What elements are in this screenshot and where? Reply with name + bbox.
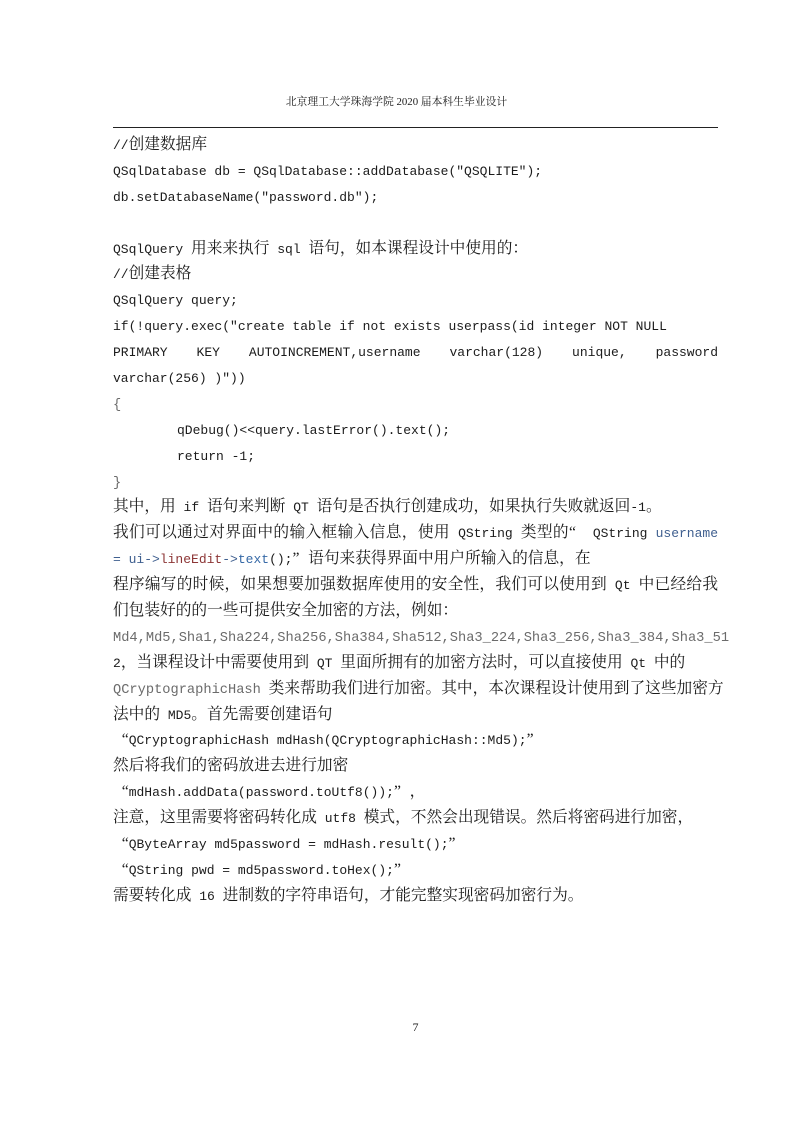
open-quote: “ [121, 731, 129, 749]
comment-line [113, 132, 718, 158]
cjk-run: 用来来执行 [191, 239, 270, 257]
code-brace-open [113, 391, 718, 417]
text-line [113, 236, 718, 262]
text-line [113, 598, 718, 624]
quoted-code-line [113, 857, 718, 883]
latin-run: } [113, 475, 122, 491]
latin-run: utf8 [316, 811, 364, 827]
cjk-run: ， [409, 783, 426, 801]
latin-run: Qt [606, 578, 639, 594]
text-line [113, 676, 724, 702]
latin-run: -1 [630, 500, 646, 516]
latin-run: sql [269, 241, 309, 257]
cjk-run: 进制数的字符串语句，才能完整实现密码加密行为。 [222, 886, 584, 904]
quoted-code-line [113, 727, 718, 753]
cjk-run: 语句来判断 [206, 498, 286, 516]
text-line [113, 883, 718, 909]
latin-run: QString [584, 526, 648, 542]
latin-run: (); [269, 552, 293, 568]
cjk-run: 创建数据库 [128, 136, 208, 153]
running-header: 北京理工大学珠海学院 2020 届本科生毕业设计 [285, 96, 508, 108]
cjk-run: 中的 [653, 653, 686, 671]
cjk-run: 语句是否执行创建成功，如果执行失败就返回 [316, 498, 631, 516]
latin-run: MD5 [160, 707, 192, 723]
close-quote: ” [393, 860, 401, 878]
latin-run: Md4,Md5,Sha1,Sha224,Sha256,Sha384,Sha512,Sha3_224,Sha3_256,Sha3_384,Sha3_51 [113, 630, 730, 646]
text-line [113, 805, 718, 831]
cjk-run: 。首先需要创建语句 [191, 705, 333, 723]
cjk-run: 类来帮助我们进行加密。其中，本次课程设计使用到了这些加密方 [268, 679, 724, 697]
latin-run: varchar(256) )")) [113, 371, 246, 387]
latin-run: text [237, 552, 270, 568]
page-body [113, 132, 730, 909]
latin-run: QSqlQuery query; [113, 293, 238, 309]
latin-run: -> [222, 552, 238, 568]
code-line [113, 184, 718, 210]
open-quote: “ [121, 860, 129, 878]
cjk-run: 程序编写的时候，如果想要加强数据库使用的安全性，我们可以使用到 [113, 576, 607, 594]
code-brace-close [113, 469, 718, 495]
latin-run: QByteArray md5password = mdHash.result(); [128, 837, 449, 853]
text-segment [292, 550, 590, 567]
header-rule [113, 127, 718, 128]
code-line [113, 313, 718, 339]
cjk-run: 中已经给我 [638, 576, 719, 594]
cjk-run: 。 [645, 498, 662, 516]
text-segment [113, 524, 647, 541]
latin-run: username [647, 526, 719, 542]
text-line [113, 546, 718, 572]
close-quote: ” [526, 731, 534, 749]
latin-run: QT [309, 655, 341, 671]
cjk-run: 们包装好的的一些可提供安全加密的方法，例如： [113, 602, 459, 620]
latin-run: // [113, 267, 129, 283]
latin-run: if [175, 500, 207, 516]
class-name [113, 680, 261, 697]
text-line [113, 494, 718, 520]
algorithm-list-line [113, 624, 730, 650]
cjk-run: 创建表格 [128, 265, 192, 283]
close-quote: ” [292, 550, 300, 568]
text-line [113, 702, 718, 728]
code-identifier [647, 524, 718, 541]
code-line [113, 339, 718, 365]
code-member [160, 550, 222, 567]
cjk-run: 然后将我们的密码放进去进行加密 [113, 757, 349, 775]
cjk-run: 语句来获得界面中用户所输入的信息，在 [308, 550, 591, 568]
cjk-run: 语句，如本课程设计中使用的： [308, 239, 529, 257]
code-line [113, 158, 718, 184]
latin-run: mdHash.addData(password.toUtf8()); [128, 785, 394, 801]
code-line [113, 287, 718, 313]
latin-run: // [113, 138, 129, 153]
latin-run: QString pwd = md5password.toHex(); [128, 862, 394, 878]
latin-run: qDebug()<<query.lastError().text(); [177, 422, 451, 438]
cjk-run: 需要转化成 [113, 886, 192, 904]
latin-run [261, 682, 269, 697]
latin-run: if(!query.exec("create table if not exists userpass(id integer NOT NULL [113, 319, 667, 335]
blank-line [113, 210, 718, 236]
cjk-run: 我们可以通过对界面中的输入框输入信息，使用 [113, 524, 450, 542]
text-line [113, 753, 718, 779]
text-segment [261, 680, 724, 697]
page-number: 7 [412, 1020, 419, 1034]
cjk-run: 注意，这里需要将密码转化成 [113, 809, 317, 827]
quoted-code-line [113, 779, 718, 805]
code-line [113, 365, 718, 391]
latin-run: Qt [622, 655, 654, 671]
open-quote: “ [121, 783, 129, 801]
text-line [113, 650, 718, 676]
latin-run: QString [449, 526, 521, 542]
open-quote: “ [568, 524, 576, 542]
code-line [113, 417, 718, 443]
latin-run: PRIMARY KEY AUTOINCREMENT,username varchar(128) unique, password [113, 345, 718, 361]
latin-run: db.setDatabaseName("password.db"); [113, 189, 379, 205]
latin-run: { [113, 397, 122, 413]
cjk-run: 其中，用 [113, 498, 176, 516]
latin-run: QCryptographicHash [113, 682, 261, 698]
code-operator [113, 550, 160, 567]
quoted-code-line [113, 831, 718, 857]
latin-run: lineEdit [159, 552, 223, 568]
latin-run: QCryptographicHash mdHash(QCryptographicHash::Md5); [128, 733, 527, 749]
code-operator [222, 550, 238, 567]
text-line [113, 520, 718, 546]
open-quote: “ [121, 835, 129, 853]
code-line [113, 443, 718, 469]
cjk-run: 类型的 [520, 524, 569, 542]
text-line [113, 572, 718, 598]
comment-line [113, 261, 718, 287]
latin-run: QSqlDatabase db = QSqlDatabase::addDatabase("QSQLITE"); [113, 163, 543, 179]
cjk-run: 模式，不然会出现错误。然后将密码进行加密， [363, 809, 694, 827]
cjk-run: 法中的 [113, 705, 161, 723]
latin-run: = ui-> [113, 552, 160, 568]
latin-run: QT [285, 500, 317, 516]
latin-run: return -1; [177, 448, 256, 464]
close-quote: ” [448, 835, 456, 853]
latin-run: 2 [113, 655, 121, 671]
code-call [269, 550, 292, 567]
cjk-run: ，当课程设计中需要使用到 [120, 653, 310, 671]
close-quote: ” [393, 783, 401, 801]
cjk-run: 里面所拥有的加密方法时，可以直接使用 [340, 653, 623, 671]
latin-run: QSqlQuery [113, 241, 192, 257]
code-method [238, 550, 269, 567]
latin-run: 16 [191, 888, 223, 904]
